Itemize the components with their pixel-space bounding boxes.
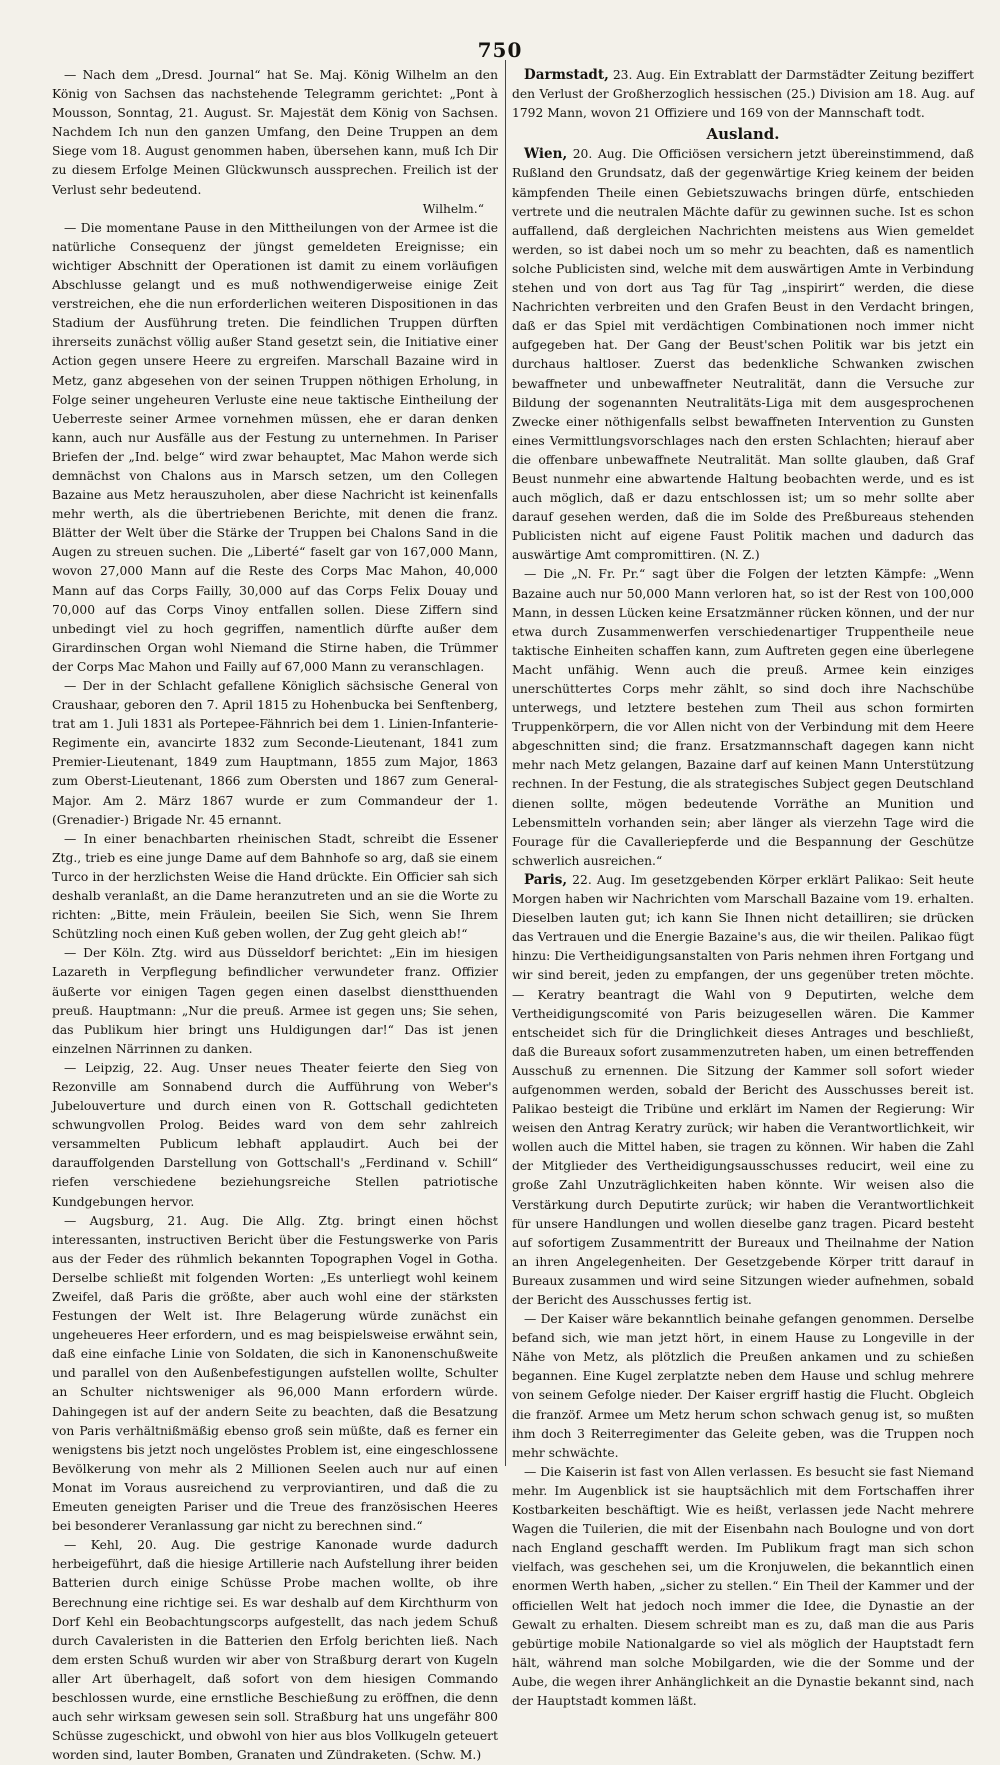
article-pause-operations: — Die momentane Pause in den Mittheilungen von der Armee ist die natürliche Consequenz der jüngst gemeldeten Ereignisse; ein wichtiger Abschnitt der Operationen ist damit zu einem vorläufigen Abschlusse gelangt und es muß nothwendigerweise einige Zeit verstreichen, ehe die nun erforderlichen weiteren Dispositionen in das Stadium der Ausführung treten. Die feindlichen Truppen dürften ihrerseits zunächst völlig außer Stand gesetzt sein, die Initiative einer Action gegen unsere Heere zu ergreifen. Marschall Bazaine wird in Metz, ganz abgesehen von der seinen Truppen nöthigen Erholung, in Folge seiner ungeheuren Verluste eine neue taktische Eintheilung der Ueberreste seiner Armee vornehmen müssen, ehe er daran denken kann, auch nur Ausfälle aus der Festung zu unternehmen. In Pariser Briefen der „Ind. belge“ wird zwar behauptet, Mac Mahon werde sich demnächst von Chalons aus in Marsch setzen, um den Collegen Bazaine aus Metz herauszuholen, aber diese Nachricht ist keinenfalls mehr werth, als die übertriebenen Berichte, mit denen die franz. Blätter der Welt über die Stärke der Truppen bei Chalons Sand in die Augen zu streuen suchen. Die „Liberté“ faselt gar von 167,000 Mann, wovon 27,000 Mann auf die Reste des Corps Mac Mahon, 40,000 Mann auf das Corps Failly, 30,000 auf das Corps Felix Douay und 70,000 auf das Corps Vinoy entfallen sollen. Diese Ziffern sind unbedingt viel zu hoch gegriffen, namentlich dürfte außer dem Girardinschen Organ wohl Niemand die Stirne haben, die Trümmer der Corps Mac Mahon und Failly auf 67,000 Mann zu veranschlagen. (52, 220, 498, 674)
article-darmstadt (512, 66, 974, 123)
article-augsburg: — Augsburg, 21. Aug. Die Allg. Ztg. bringt einen höchst interessanten, instructiven Bericht über die Festungswerke von Paris aus der Feder des rühmlich bekannten Topographen Vogel in Gotha. Derselbe schließt mit folgenden Worten: „Es unterliegt wohl keinem Zweifel, daß Paris die größte, aber auch wohl eine der stärksten Festungen der Welt ist. Ihre Belagerung würde zunächst ein ungeheueres Heer erfordern, und es mag beispielsweise erwähnt sein, daß eine einfache Linie von Soldaten, die sich in Kanonenschußweite und parallel von den Außenbefestigungen aufstellen wollte, Schulter an Schulter nichtsweniger als 96,000 Mann erfordern würde. Dahingegen ist auf der andern Seite zu beachten, daß die Besatzung von Paris verhältnißmäßig ebenso groß sein müßte, daß es ferner ein wenigstens bis jetzt noch ungelöstes Problem ist, eine eingeschlossene Bevölkerung von mehr als 2 Millionen Seelen auch nur auf einen Monat im Voraus ausreichend zu verproviantiren, und daß die zu Emeuten geneigten Pariser und die Treue des französischen Heeres bei besonderer Veranlassung gar nicht zu berechnen sind.“ (52, 1213, 498, 1534)
article-turco: — In einer benachbarten rheinischen Stadt, schreibt die Essener Ztg., trieb es eine junge Dame auf dem Bahnhofe so arg, daß sie einem Turco in der herzlichsten Weise die Hand drückte. Ein Officier sah sich deshalb veranlaßt, an die Dame heranzutreten und an sie die Worte zu richten: „Bitte, mein Fräulein, beeilen Sie Sich, wenn Sie Ihrem Schützling noch einen Kuß geben wollen, der Zug geht gleich ab!“ (52, 831, 498, 942)
article-nfp: — Die „N. Fr. Pr.“ sagt über die Folgen der letzten Kämpfe: „Wenn Bazaine auch nur 50,000 Mann verloren hat, so ist der Rest von 100,000 Mann, in dessen Lücken keine Ersatzmänner rücken können, und der nur etwa durch Zusammenwerfen verschiedenartiger Truppentheile neue taktische Einheiten schaffen kann, zum Auftreten gegen eine überlegene Macht unfähig. Wenn auch die preuß. Armee kein einziges unerschüttertes Corps mehr zählt, so sind doch ihre Nachschübe unterwegs, und letztere bestehen zum Theil aus schon formirten Truppenkörpern, die vor Allen nicht von der Verbindung mit dem Heere abgeschnitten sind; die franz. Ersatzmannschaft dagegen kann nicht mehr nach Metz gelangen, Bazaine darf auf keinen Mann Unterstützung rechnen. In der Festung, die als strategisches Subject gegen Deutschland dienen sollte, mögen bedeutende Vorräthe an Munition und Lebensmitteln vorhanden sein; aber länger als vierzehn Tage wird die Fourage für die Cavalleriepferde und die Bespannung der Geschütze schwerlich ausreichen.“ (512, 567, 974, 868)
darmstadt-text: 23. Aug. Ein Extrablatt der Darmstädter Zeitung beziffert den Verlust der Großherzoglich hessischen (25.) Division am 18. Aug. auf 1792 Mann, wovon 21 Offiziere und 169 von der Mannschaft todt. (512, 68, 974, 121)
article-duesseldorf: — Der Köln. Ztg. wird aus Düsseldorf berichtet: „Ein im hiesigen Lazareth in Verpflegung befindlicher verwundeter franz. Offizier äußerte vor einigen Tagen gegen einen daselbst dienstthuenden preuß. Hauptmann: „Nur die preuß. Armee ist gegen uns; Sie sehen, das Publikum hier bringt uns Huldigungen dar!“ Das ist jenen einzelnen Närrinnen zu danken. (52, 946, 498, 1056)
paris-text: 22. Aug. Im gesetzgebenden Körper erklärt Palikao: Seit heute Morgen haben wir Nachrichten vom Marschall Bazaine vom 19. erhalten. Dieselben lauten gut; ich kann Sie Ihnen nicht detailliren; sie drücken das Vertrauen und die Energie Bazaine's aus, die wir theilen. Palikao fügt hinzu: Die Vertheidigungsanstalten von Paris nehmen ihren Fortgang und wir sind bereit, jeden zu empfangen, der uns gegenüber treten möchte. — Keratry beantragt die Wahl von 9 Deputirten, welche dem Vertheidigungscomité von Paris beizugesellen wären. Die Kammer entscheidet sich für die Dringlichkeit dieses Antrages und beschließt, daß die Bureaux sofort zusammenzutreten haben, um einen betreffenden Ausschuß zu ernennen. Die Sitzung der Kammer soll sofort wieder aufgenommen werden, sobald der Bericht des Ausschusses bereit ist. Palikao besteigt die Tribüne und erklärt im Namen der Regierung: Wir weisen den Antrag Keratry zurück; wir haben die Verantwortlichkeit, wir wollen auch die Mittel haben, sie tragen zu können. Wir haben die Zahl der Mitglieder des Vertheidigungsausschusses reducirt, weil eine zu große Zahl Unzuträglichkeiten haben könnte. Wir weisen also die Verstärkung durch Deputirte zurück; wir haben die Verantwortlichkeit für unsere Handlungen und wollen dieselbe ganz tragen. Picard besteht auf sofortigem Zusammentritt der Bureaux und Theilnahme der Nation an ihren Angelegenheiten. Der Gesetzgebende Körper tritt darauf in Bureaux zusammen und wird seine Sitzungen wieder aufnehmen, sobald der Bericht des Ausschusses fertig ist. (512, 872, 974, 1307)
article-craushaar: — Der in der Schlacht gefallene Königlich sächsische General von Craushaar, geboren den 7. April 1815 zu Hohenbucka bei Senftenberg, trat am 1. Juli 1831 als Portepee-Fähnrich bei dem 1. Linien-Infanterie-Regimente ein, avancirte 1832 zum Seconde-Lieutenant, 1841 zum Premier-Lieutenant, 1849 zum Hauptmann, 1855 zum Major, 1863 zum Oberst-Lieutenant, 1866 zum Obersten und 1867 zum General-Major. Am 2. März 1867 wurde er zum Commandeur der 1. (Grenadier-) Brigade Nr. 45 ernannt. (52, 679, 498, 827)
article-kehl: — Kehl, 20. Aug. Die gestrige Kanonade wurde dadurch herbeigeführt, daß die hiesige Artillerie nach Aufstellung ihrer beiden Batterien durch einige Schüsse Probe machen wollte, ob ihre Berechnung eine richtige sei. Es war deshalb auf dem Kirchthurm von Dorf Kehl ein Beobachtungscorps aufgestellt, das nach jedem Schuß durch Cavaleristen in die Batterien den Erfolg berichten ließ. Nach dem ersten Schuß wurden wir aber von Straßburg derart von Kugeln aller Art überhagelt, daß sofort von dem hiesigen Commando beschlossen wurde, eine ernstliche Beschießung zu eröffnen, die denn auch sehr wirksam gewesen sein soll. Straßburg hat uns ungefähr 800 Schüsse zugeschickt, und obwohl von hier aus blos Vollkugeln geteuert worden sind, lauter Bomben, Granaten und Zündraketen. (Schw. M.) (52, 1538, 498, 1763)
dateline-darmstadt: Darmstadt, (524, 67, 609, 83)
section-heading-ausland: Ausland. (706, 125, 780, 144)
article-paris-palikao (512, 871, 974, 1310)
wien-text: 20. Aug. Die Officiösen versichern jetzt übereinstimmend, daß Rußland den Grundsatz, daß der gegenwärtige Krieg keinem der beiden kämpfenden Theile einen Gebietszuwachs bringen dürfe, entschieden vertrete und die neutralen Mächte dafür zu gewinnen suche. Ist es schon auffallend, daß dergleichen Nachrichten meistens aus Wien gemeldet werden, so ist dabei noch um so mehr zu beachten, daß es namentlich solche Publicisten sind, welche mit dem auswärtigen Amte in Verbindung stehen und von dort aus Tag für Tag „inspirirt“ werden, die diese Nachrichten verbreiten und den Grafen Beust in den Verdacht bringen, daß er das Spiel mit verdächtigen Combinationen noch immer nicht aufgegeben hat. Der Gang der Beust'schen Politik war bis jetzt ein durchaus haltloser. Zuerst das bedenkliche Schwanken zwischen bewaffneter und unbewaffneter Neutralität, dann die Versuche zur Bildung der sogenannten Neutralitäts-Liga mit dem ausgesprochenen Zwecke einer nöthigenfalls selbst bewaffneten Intervention zu Gunsten eines Vermittlungsvorschlages nach den ersten Schlachten; hierauf aber die offenbare unbewaffnete Neutralität. Man sollte glauben, daß Graf Beust nunmehr eine abwartende Haltung beobachten werde, und es ist auch möglich, daß er dazu entschlossen ist; um so mehr sollte aber darauf gesehen werden, daß die im Solde des Preßbureaus stehenden Publicisten nicht auf eigene Faust Politik machen und dadurch das auswärtige Amt compromittiren. (N. Z.) (512, 147, 974, 563)
article-wien (512, 145, 974, 565)
telegram-signature: Wilhelm.“ (422, 201, 484, 216)
column-divider (505, 60, 506, 1466)
left-column (52, 66, 498, 1763)
article-king-telegram: — Nach dem „Dresd. Journal“ hat Se. Maj. König Wilhelm an den König von Sachsen das nachstehende Telegramm gerichtet: „Pont à Mousson, Sonntag, 21. August. Sr. Majestät dem König von Sachsen. Nachdem Ich nun den ganzen Umfang, den Deine Truppen an dem Siege vom 18. August genommen haben, übersehen kann, muß Ich Dir zu diesem Erfolge Meinen Glückwunsch aussprechen. Freilich ist der Verlust sehr bedeutend. (52, 68, 498, 197)
right-column (512, 66, 974, 1708)
dateline-paris: Paris, (524, 871, 568, 888)
article-kaiserin: — Die Kaiserin ist fast von Allen verlassen. Es besucht sie fast Niemand mehr. Im Augenblick ist sie hauptsächlich mit dem Fortschaffen ihrer Kostbarkeiten beschäftigt. Wie es heißt, verlassen jede Nacht mehrere Wagen die Tuilerien, die mit der Eisenbahn nach Boulogne und von dort nach England geschafft werden. Im Publikum fragt man sich schon vielfach, was geschehen sei, um die Kronjuwelen, die bekanntlich einen enormen Werth haben, „sicher zu stellen.“ Ein Theil der Kammer und der officiellen Welt hat jedoch noch immer die Idee, die Dynastie an der Gewalt zu erhalten. Diesem schreibt man es zu, daß man die aus Paris gebürtige mobile Nationalgarde so viel als möglich der Hauptstadt fern hält, während man solche Mobilgarden, wie die der Somme und der Aube, die wegen ihrer Anhänglichkeit an die Dynastie bekannt sind, nach der Hauptstadt kommen läßt. (512, 1464, 974, 1708)
article-kaiser: — Der Kaiser wäre bekanntlich beinahe gefangen genommen. Derselbe befand sich, wie man jetzt hört, in einem Hause zu Longeville in der Nähe von Metz, als plötzlich die Preußen ankamen und zu schießen begannen. Eine Kugel zerplatzte neben dem Hause und schlug mehrere von seinem Gefolge nieder. Der Kaiser ergriff hastig die Flucht. Obgleich die franzöf. Armee um Metz herum schon schwach genug ist, so mußten ihm doch 3 Reiterregimenter das Geleite geben, was die Truppen noch mehr schwächte. (512, 1312, 974, 1460)
page-number: 750 (477, 38, 523, 62)
article-leipzig: — Leipzig, 22. Aug. Unser neues Theater feierte den Sieg von Rezonville am Sonnabend durch die Aufführung von Weber's Jubelouverture und durch einen von R. Gottschall gedichteten schwungvollen Prolog. Beides ward von dem sehr zahlreich versammelten Publicum lebhaft applaudirt. Auch bei der darauffolgenden Darstellung von Gottschall's „Ferdinand v. Schill“ riefen verschiedene beziehungsreiche Stellen patriotische Kundgebungen hervor. (52, 1060, 498, 1209)
dateline-wien: Wien, (524, 146, 568, 163)
